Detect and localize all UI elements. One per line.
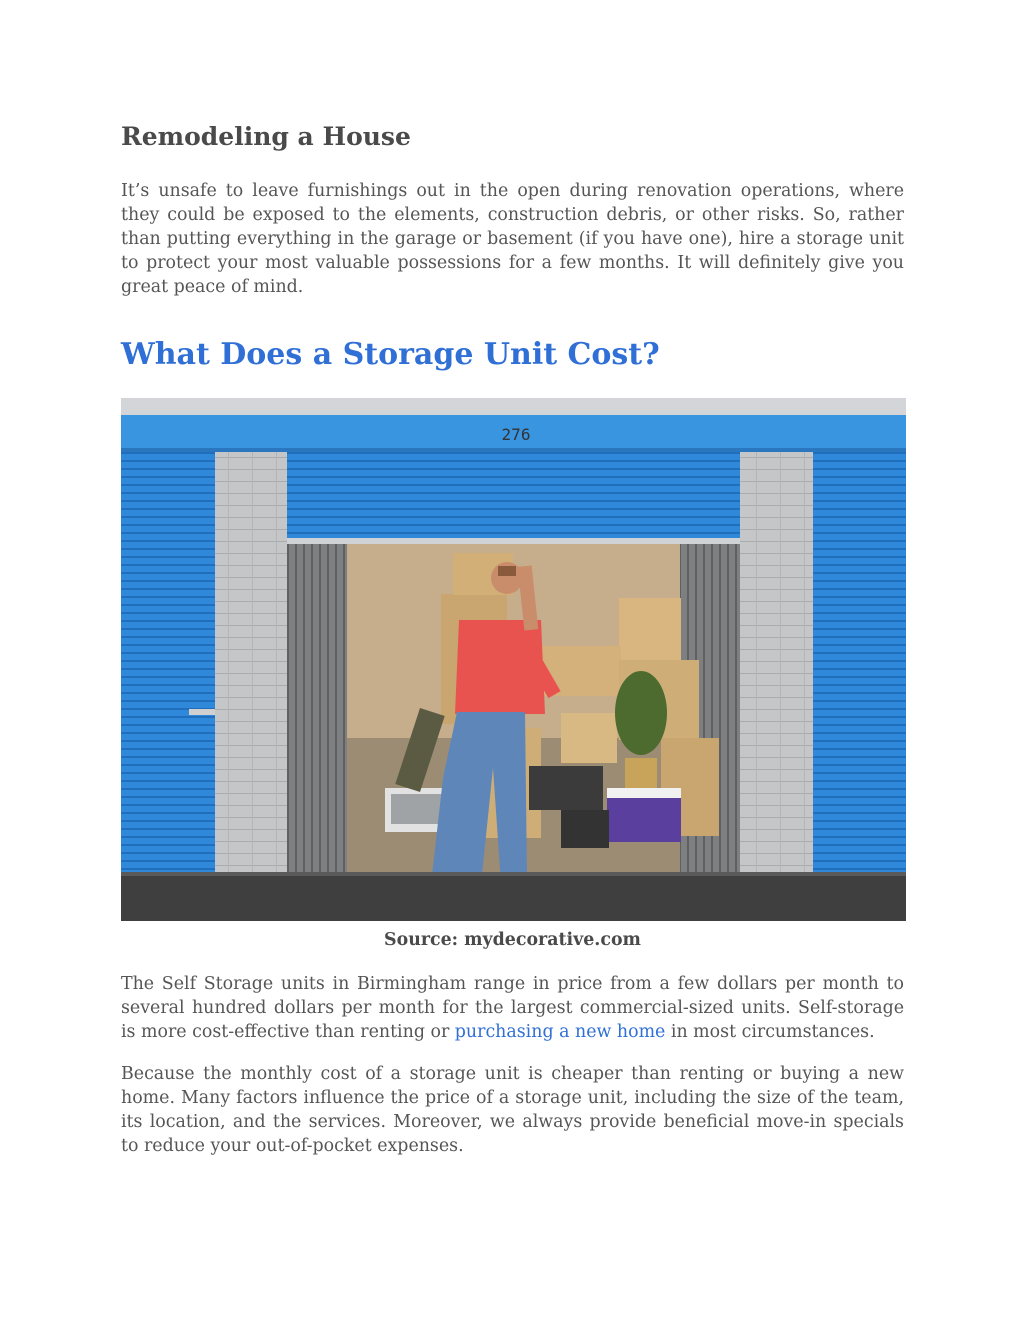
paragraph-cost-factors: Because the monthly cost of a storage unit is cheaper than renting or buying a new home. Many factors influence the price of a storage unit, including the size of the team, its location, and the services. Moreover, we always provide beneficial move-in specials to reduce your out-of-pocket expenses. [121,1064,904,1156]
storage-unit-illustration [121,398,906,921]
section-heading-cost: What Does a Storage Unit Cost? [121,337,660,372]
storage-unit-photo [121,398,906,921]
paragraph-remodeling: It’s unsafe to leave furnishings out in the open during renovation operations, where they could be exposed to the elements, construction debris, or other risks. So, rather than putting everything in the garage or basement (if you have one), hire a storage unit to protect your most valuable possessions for a few months. It will definitely give you great peace of mind. [121,181,904,297]
purchasing-new-home-link[interactable]: purchasing a new home [454,1022,666,1042]
paragraph-cost-range-end: in most circumstances. [665,1022,875,1042]
paragraph-cost-range-text: The Self Storage units in Birmingham range in price from a few dollars per month to several hundred dollars per month for the largest commercial-sized units. Self-storage is more cost-effective than renting or [121,974,904,1042]
unit-number: 276 [501,425,531,444]
section-heading-remodeling: Remodeling a House [121,122,411,151]
image-caption: Source: mydecorative.com [384,930,641,950]
paragraph-cost-range [121,972,904,1044]
